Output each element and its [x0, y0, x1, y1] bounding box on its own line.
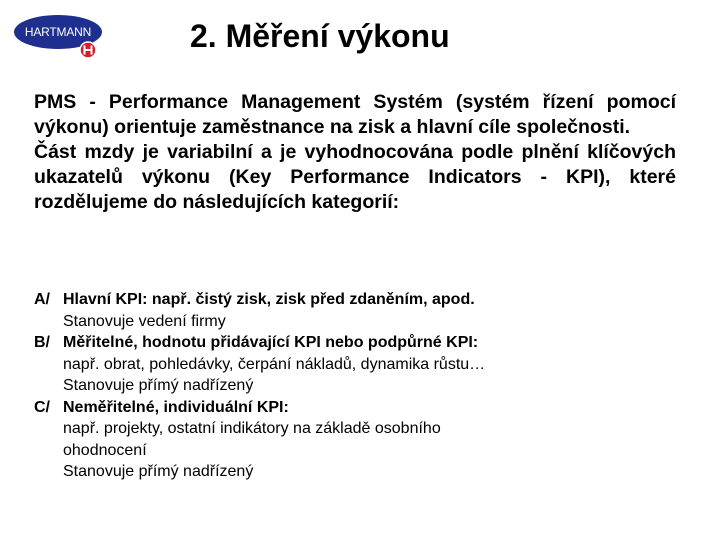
- category-line: Stanovuje přímý nadřízený: [63, 377, 254, 394]
- kpi-category-b: [34, 332, 674, 397]
- category-line: např. projekty, ostatní indikátory na základě osobního: [63, 420, 441, 437]
- kpi-category-c: [34, 397, 674, 483]
- category-line: Stanovuje přímý nadřízený: [63, 463, 254, 480]
- category-line: Stanovuje vedení firmy: [63, 312, 226, 330]
- kpi-category-list: [34, 289, 674, 483]
- category-heading: Neměřitelné, individuální KPI:: [63, 398, 289, 416]
- category-marker: B/: [34, 334, 50, 351]
- kpi-category-a: [34, 289, 674, 332]
- category-heading: Měřitelné, hodnotu přidávající KPI nebo podpůrné KPI:: [63, 334, 479, 351]
- intro-paragraph-1: PMS - Performance Management Systém (systém řízení pomocí výkonu) orientuje zaměstnance na zisk a hlavní cíle společnosti.: [34, 91, 676, 138]
- category-line: např. obrat, pohledávky, čerpání nákladů, dynamika růstu…: [63, 355, 486, 373]
- intro-paragraph-2: Část mzdy je variabilní a je vyhodnocována podle plnění klíčových ukazatelů výkonu (Key Performance Indicators - KPI), které rozdělujeme do následujících kategorií:: [34, 141, 676, 213]
- page-title: 2. Měření výkonu: [190, 18, 450, 54]
- category-marker: C/: [34, 398, 50, 416]
- category-marker: A/: [34, 291, 50, 308]
- category-heading: Hlavní KPI: např. čistý zisk, zisk před zdaněním, apod.: [63, 291, 475, 308]
- logo-wordmark: HARTMANN: [24, 25, 92, 39]
- category-line: ohodnocení: [63, 441, 147, 459]
- hartmann-logo: [12, 14, 104, 60]
- intro-text: [34, 90, 676, 215]
